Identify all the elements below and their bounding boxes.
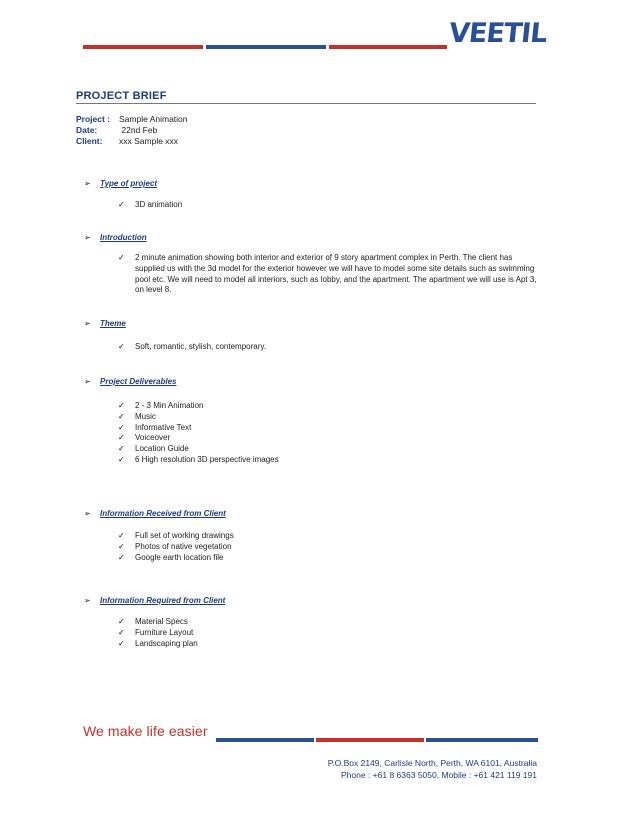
list-item: ✓ Soft, romantic, stylish, contemporary. <box>118 342 267 351</box>
checkmark-icon: ✓ <box>118 253 125 262</box>
meta-row-project <box>76 114 188 125</box>
checkmark-icon: ✓ <box>118 627 125 637</box>
arrow-bullet-icon: ➢ <box>84 377 91 386</box>
section-introduction <box>84 233 147 242</box>
arrow-bullet-icon: ➢ <box>84 319 91 328</box>
checkmark-icon: ✓ <box>118 444 125 454</box>
footer-tagline: We make life easier <box>83 723 208 739</box>
section-type-of-project <box>84 179 157 188</box>
veetil-logo: VEETIL <box>447 18 549 49</box>
meta-row-date <box>76 125 188 136</box>
checkmark-icon: ✓ <box>118 422 125 432</box>
section-information-received <box>84 509 226 518</box>
footer-bar-red <box>316 738 424 742</box>
list-item: ✓ Landscaping plan <box>118 638 198 648</box>
section-items <box>118 531 543 563</box>
list-item: ✓ Voiceover <box>118 433 171 443</box>
checkmark-icon: ✓ <box>118 342 125 351</box>
checkmark-icon: ✓ <box>118 433 125 443</box>
list-item: ✓ 2 minute animation showing both interior and exterior of 9 story apartment complex in Perth. The client has supplied us with the 3d model for the exterior however we will have to model some site details such as swimming pool etc. We will need to model all interiors, such as lobby, and the apartment. The apartment we will use is Apt 3, on level 8. <box>118 253 537 295</box>
section-title: Type of project <box>100 179 158 188</box>
section-title: Information Received from Client <box>100 509 226 518</box>
section-items <box>118 253 543 296</box>
list-item: ✓ 2 - 3 Min Animation <box>118 401 204 410</box>
checkmark-icon: ✓ <box>118 541 125 551</box>
header-bar-red-1 <box>83 45 203 49</box>
arrow-bullet-icon: ➢ <box>84 233 91 242</box>
section-items <box>118 617 543 649</box>
section-title: Theme <box>100 319 126 328</box>
list-item: ✓ 6 High resolution 3D perspective images <box>118 454 279 464</box>
project-meta <box>76 114 188 147</box>
section-information-required <box>84 596 225 605</box>
meta-label: Client: <box>76 136 103 146</box>
list-item: ✓ Informative Text <box>118 422 192 432</box>
list-item: ✓ Google earth location file <box>118 552 224 562</box>
page-title: PROJECT BRIEF <box>76 90 167 102</box>
list-item: ✓ Material Specs <box>118 617 188 626</box>
footer-bar-blue-2 <box>426 738 538 742</box>
checkmark-icon: ✓ <box>118 531 125 540</box>
checkmark-icon: ✓ <box>118 454 125 464</box>
arrow-bullet-icon: ➢ <box>84 509 91 518</box>
arrow-bullet-icon: ➢ <box>84 179 91 188</box>
meta-label: Project : <box>76 114 111 124</box>
checkmark-icon: ✓ <box>118 200 125 209</box>
list-item: ✓ Music <box>118 411 156 421</box>
checkmark-icon: ✓ <box>118 617 125 626</box>
title-divider <box>76 103 536 104</box>
list-item: ✓ Full set of working drawings <box>118 531 234 540</box>
meta-value: xxx Sample xxx <box>119 136 179 146</box>
footer-address: P.O.Box 2149, Carlisle North, Perth, WA 6101, Australia <box>327 758 537 768</box>
footer-phone: Phone : +61 8 6363 5050, Mobile : +61 421 119 191 <box>341 770 537 780</box>
list-item: ✓ 3D animation <box>118 200 183 209</box>
section-items <box>118 401 543 466</box>
header-bar-red-2 <box>329 45 447 49</box>
section-theme <box>84 319 126 328</box>
list-item: ✓ Furniture Layout <box>118 627 194 637</box>
section-title: Project Deliverables <box>100 377 177 386</box>
section-items <box>118 342 543 353</box>
list-item: ✓ Photos of native vegetation <box>118 541 232 551</box>
checkmark-icon: ✓ <box>118 401 125 410</box>
header-bar-blue <box>206 45 326 49</box>
checkmark-icon: ✓ <box>118 411 125 421</box>
meta-value: Sample Animation <box>119 114 188 124</box>
section-title: Information Required from Client <box>100 596 226 605</box>
section-project-deliverables <box>84 377 176 386</box>
list-item: ✓ Location Guide <box>118 444 189 454</box>
footer-bar-blue-1 <box>216 738 314 742</box>
checkmark-icon: ✓ <box>118 638 125 648</box>
section-items <box>118 200 543 211</box>
meta-row-client <box>76 136 188 147</box>
checkmark-icon: ✓ <box>118 552 125 562</box>
meta-label: Date: <box>76 125 98 135</box>
footer-contact <box>328 757 537 781</box>
meta-value: 22nd Feb <box>119 125 158 135</box>
arrow-bullet-icon: ➢ <box>84 596 91 605</box>
section-title: Introduction <box>100 233 147 242</box>
